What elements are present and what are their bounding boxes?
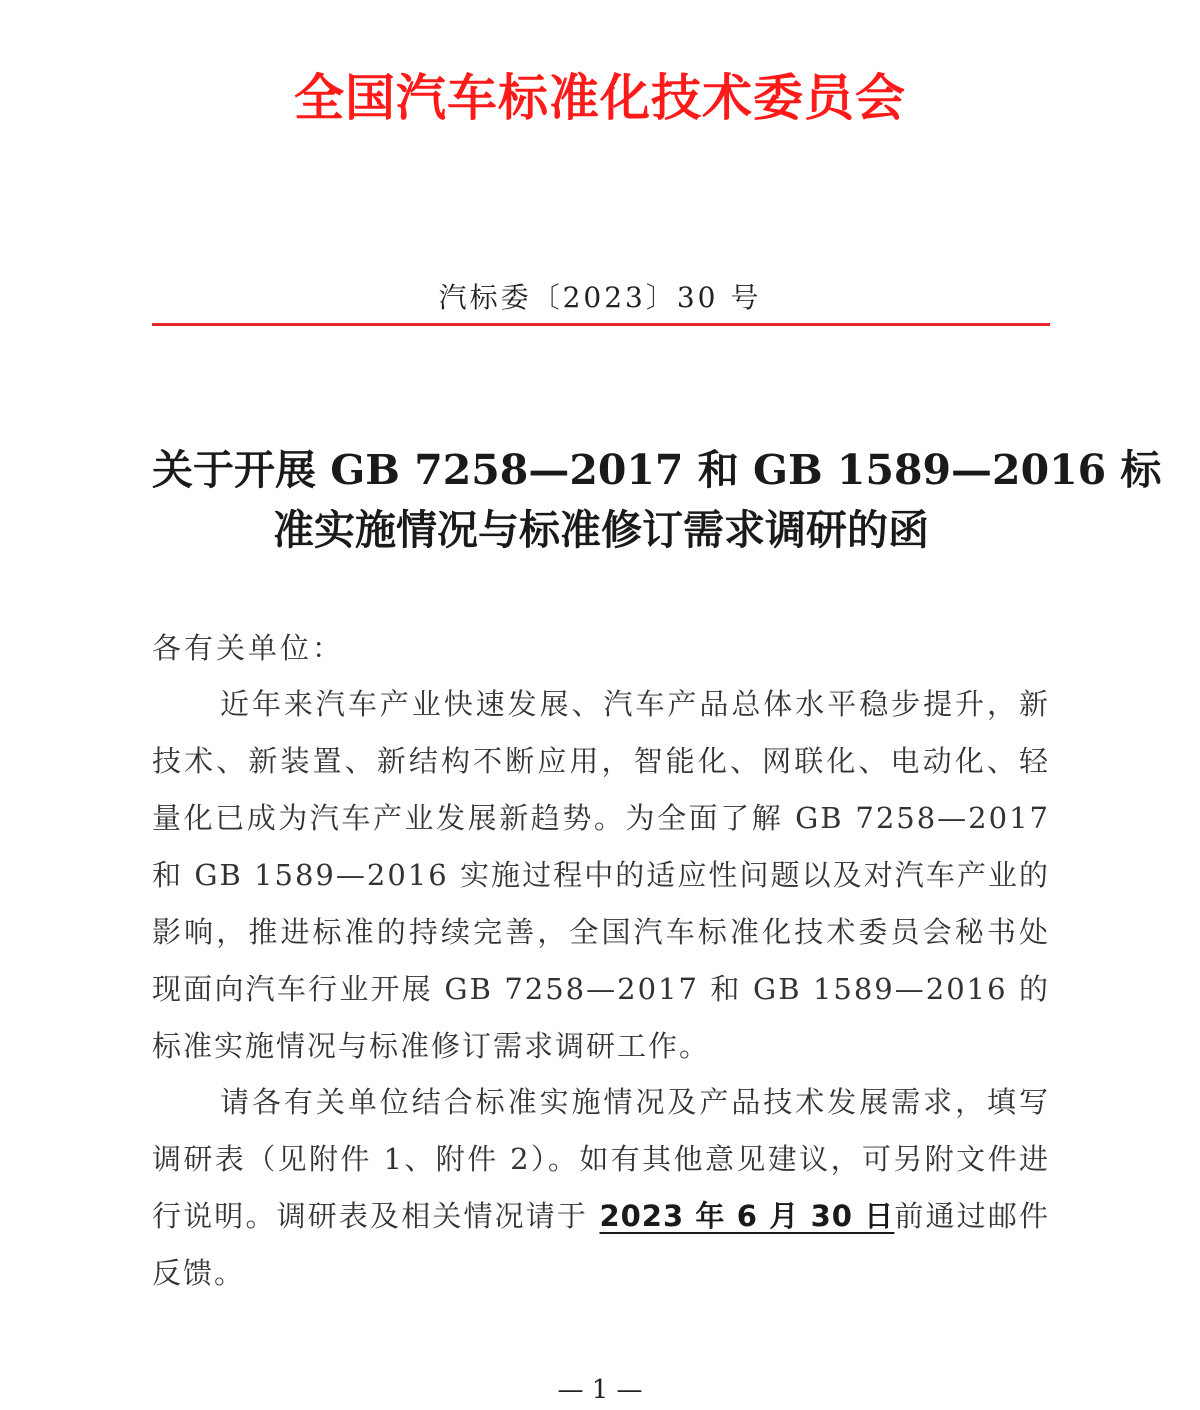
body-paragraph-2 xyxy=(152,1074,1050,1302)
paragraph-2-closing: 前通过邮件反馈。 xyxy=(152,1199,1050,1290)
document-subject xyxy=(152,440,1162,560)
subject-line-1: 关于开展 GB 7258—2017 和 GB 1589—2016 标 xyxy=(152,446,1162,494)
page-number: — 1 — xyxy=(557,1375,643,1405)
red-divider xyxy=(152,323,1050,326)
salutation: 各有关单位： xyxy=(152,631,345,665)
deadline-date: 2023 年 6 月 30 日 xyxy=(599,1199,895,1233)
organization-title: 全国汽车标准化技术委员会 xyxy=(294,69,906,127)
body-paragraph-1: 近年来汽车产业快速发展、汽车产品总体水平稳步提升，新技术、新装置、新结构不断应用，智能化、网联化、电动化、轻量化已成为汽车产业发展新趋势。为全面了解 GB 7258—2017 和 GB 1589—2016 实施过程中的适应性问题以及对汽车产业的影响，推进标准的持续完善，全国汽车标准化技术委员会秘书处现面向汽车行业开展 GB 7258—2017 和 GB 1589—2016 的标准实施情况与标准修订需求调研工作。 xyxy=(152,687,1050,1063)
document-number: 汽标委〔2023〕30 号 xyxy=(438,281,762,314)
subject-line-2: 准实施情况与标准修订需求调研的函 xyxy=(273,506,929,554)
paragraph-2-text: 请各有关单位结合标准实施情况及产品技术发展需求，填写调研表（见附件 1、附件 2）。如有其他意见建议，可另附文件进行说明。调研表及相关情况请于 xyxy=(152,1085,1050,1233)
